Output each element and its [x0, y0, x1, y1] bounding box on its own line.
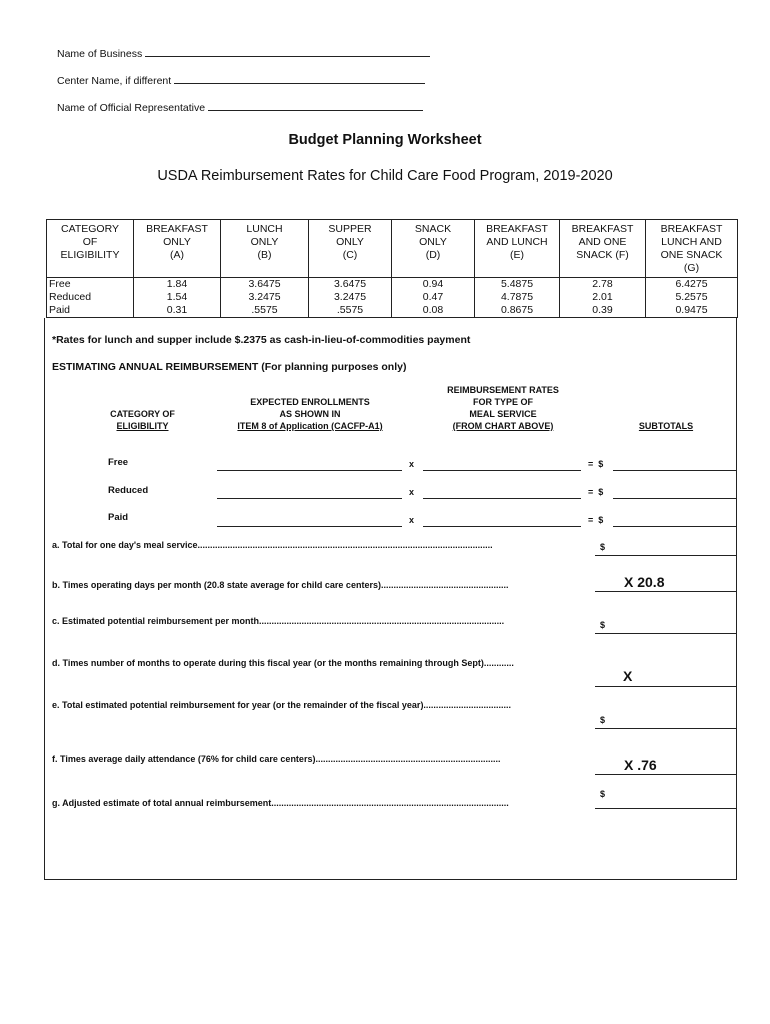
header-category: CATEGORY OF ELIGIBILITY — [47, 220, 134, 278]
table-row: Reduced 1.54 3.2475 3.2475 0.47 4.7875 2.01 5.2575 — [47, 291, 738, 304]
reduced-enrollment-field[interactable] — [217, 498, 402, 499]
calc-row-free-label: Free — [108, 457, 129, 468]
step-c-label: c. Estimated potential reimbursement per month.................................................................................................. — [52, 616, 505, 626]
paid-subtotal-field[interactable] — [613, 526, 736, 527]
center-name-field[interactable] — [57, 72, 425, 87]
paid-rate-field[interactable] — [423, 526, 581, 527]
page-title: Budget Planning Worksheet — [288, 132, 482, 148]
business-name-label: Name of Business — [57, 48, 143, 60]
calc-row-paid-label: Paid — [108, 512, 129, 523]
reduced-rate-field[interactable] — [423, 498, 581, 499]
header-lunch-only: LUNCH ONLY (B) — [221, 220, 309, 278]
times-symbol: x — [409, 459, 415, 469]
header-breakfast-lunch: BREAKFAST AND LUNCH (E) — [475, 220, 560, 278]
step-b-field[interactable] — [595, 591, 736, 592]
column-rates: REIMBURSEMENT RATES FOR TYPE OF MEAL SERVICE (FROM CHART ABOVE) — [447, 385, 559, 431]
rates-note: *Rates for lunch and supper include $.2375 as cash-in-lieu-of-commodities payment — [52, 334, 471, 346]
representative-label: Name of Official Representative — [57, 102, 206, 114]
step-d-field[interactable] — [595, 686, 736, 687]
step-c-field[interactable] — [595, 633, 736, 634]
column-category: CATEGORY OF ELIGIBILITY — [110, 409, 175, 431]
representative-line[interactable] — [208, 99, 423, 111]
table-row: Free 1.84 3.6475 3.6475 0.94 5.4875 2.78 6.4275 — [47, 278, 738, 292]
center-name-label: Center Name, if different — [57, 75, 172, 87]
equals-dollar-symbol: = $ — [588, 487, 604, 497]
calc-row-reduced-label: Reduced — [108, 485, 149, 496]
step-e-dollar: $ — [600, 715, 606, 725]
header-breakfast-lunch-snack: BREAKFAST LUNCH AND ONE SNACK (G) — [646, 220, 738, 278]
step-f-value: X .76 — [624, 757, 657, 773]
step-c-dollar: $ — [600, 620, 606, 630]
header-supper-only: SUPPER ONLY (C) — [309, 220, 392, 278]
page-subtitle: USDA Reimbursement Rates for Child Care Food Program, 2019-2020 — [157, 168, 613, 184]
step-a-field[interactable] — [595, 555, 736, 556]
equals-dollar-symbol: = $ — [588, 515, 604, 525]
step-g-field[interactable] — [595, 808, 736, 809]
step-g-dollar: $ — [600, 789, 606, 799]
paid-enrollment-field[interactable] — [217, 526, 402, 527]
step-f-field[interactable] — [595, 774, 736, 775]
times-symbol: x — [409, 487, 415, 497]
column-enrollments: EXPECTED ENROLLMENTS AS SHOWN IN ITEM 8 of Application (CACFP-A1) — [237, 397, 383, 431]
step-f-label: f. Times average daily attendance (76% for child care centers).......................................................................... — [52, 754, 501, 764]
rates-header-row — [47, 220, 738, 278]
step-d-label: d. Times number of months to operate during this fiscal year (or the months remaining through Sept)............ — [52, 658, 514, 668]
free-rate-field[interactable] — [423, 470, 581, 471]
rates-table — [46, 219, 738, 318]
column-subtotals: SUBTOTALS — [638, 421, 694, 431]
table-row: Paid 0.31 .5575 .5575 0.08 0.8675 0.39 0.9475 — [47, 304, 738, 318]
header-snack-only: SNACK ONLY (D) — [392, 220, 475, 278]
business-name-field[interactable] — [57, 45, 430, 60]
step-d-value: X — [623, 668, 633, 684]
step-b-label: b. Times operating days per month (20.8 state average for child care centers)................................................... — [52, 580, 509, 590]
center-name-line[interactable] — [174, 72, 425, 84]
estimating-heading: ESTIMATING ANNUAL REIMBURSEMENT (For planning purposes only) — [52, 361, 407, 373]
times-symbol: x — [409, 515, 415, 525]
step-e-field[interactable] — [595, 728, 736, 729]
header-breakfast-only: BREAKFAST ONLY (A) — [134, 220, 221, 278]
step-b-value: X 20.8 — [624, 574, 665, 590]
reduced-subtotal-field[interactable] — [613, 498, 736, 499]
equals-dollar-symbol: = $ — [588, 459, 604, 469]
representative-field[interactable] — [57, 99, 423, 114]
header-breakfast-snack: BREAKFAST AND ONE SNACK (F) — [560, 220, 646, 278]
step-a-dollar: $ — [600, 542, 606, 552]
step-a-label: a. Total for one day's meal service...................................................................................................................... — [52, 540, 493, 550]
free-subtotal-field[interactable] — [613, 470, 736, 471]
free-enrollment-field[interactable] — [217, 470, 402, 471]
business-name-line[interactable] — [145, 45, 430, 57]
step-e-label: e. Total estimated potential reimbursement for year (or the remainder of the fiscal year)................................... — [52, 700, 511, 710]
step-g-label: g. Adjusted estimate of total annual reimbursement............................................................................................... — [52, 798, 509, 808]
